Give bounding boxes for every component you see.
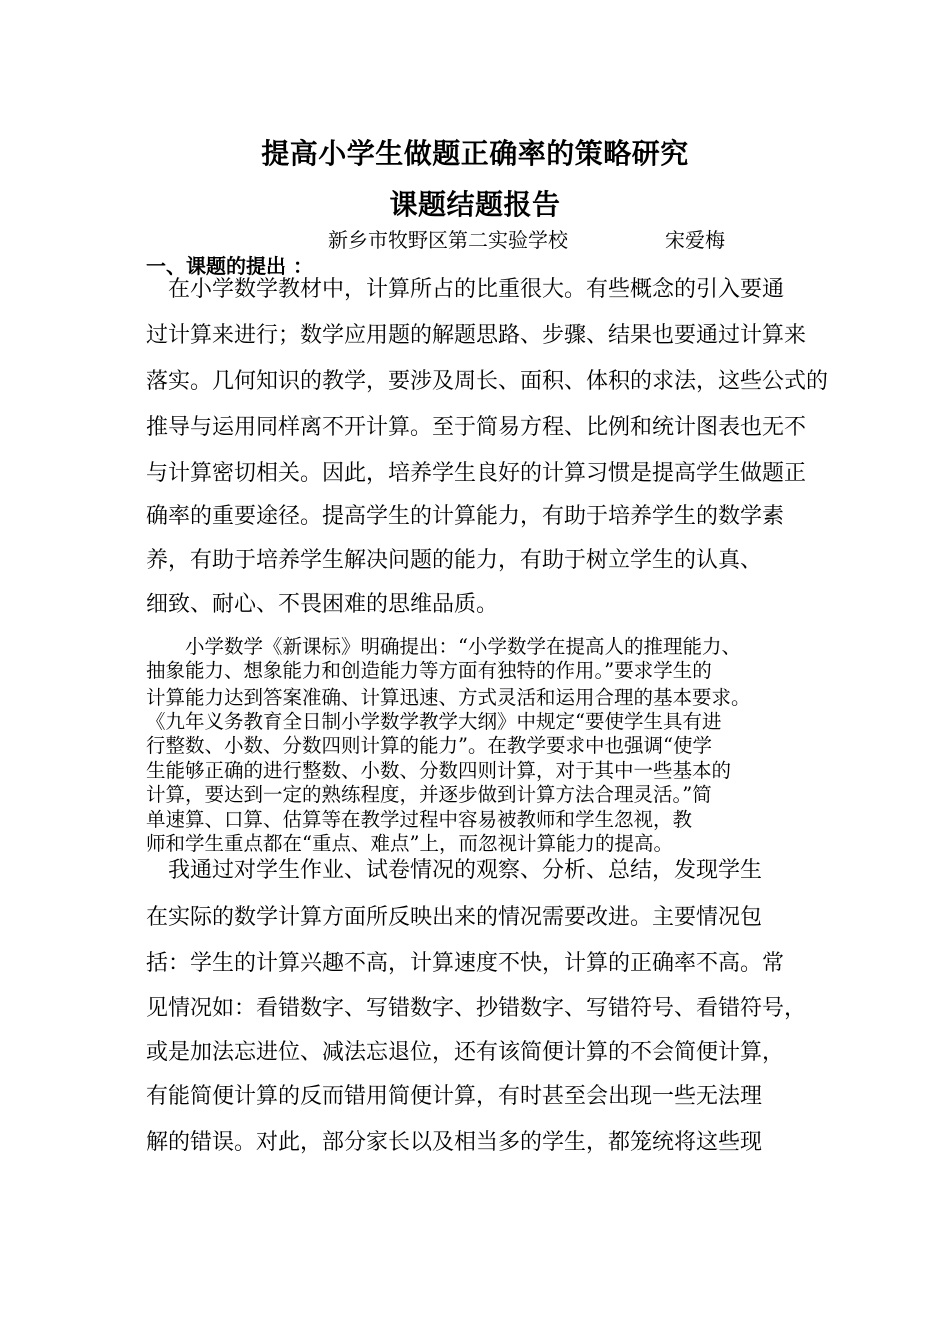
paragraph-line: 单速算、口算、估算等在教学过程中容易被教师和学生忽视，教 <box>146 808 693 831</box>
paragraph-line: 细致、耐心、不畏困难的思维品质。 <box>146 592 499 617</box>
paragraph-line: 《九年义务教育全日制小学数学教学大纲》中规定“要使学生具有进 <box>146 710 722 733</box>
paragraph-line: 括：学生的计算兴趣不高，计算速度不快，计算的正确率不高。常 <box>146 951 785 976</box>
paragraph-line: 养，有助于培养学生解决问题的能力，有助于树立学生的认真、 <box>146 548 763 573</box>
paragraph-line: 计算，要达到一定的熟练程度，并逐步做到计算方法合理灵活。”简 <box>146 783 712 806</box>
paragraph-line: 小学数学《新课标》明确提出：“小学数学在提高人的推理能力、 <box>146 635 741 658</box>
paragraph-line: 行整数、小数、分数四则计算的能力”。在教学要求中也强调“使学 <box>146 734 712 757</box>
paragraph-line: 解的错误。对此，部分家长以及相当多的学生，都笼统将这些现 <box>146 1130 763 1155</box>
paragraph-line: 我通过对学生作业、试卷情况的观察、分析、总结，发现学生 <box>146 858 763 883</box>
paragraph-line: 在实际的数学计算方面所反映出来的情况需要改进。主要情况包 <box>146 905 763 930</box>
paragraph-line: 在小学数学教材中，计算所占的比重很大。有些概念的引入要通 <box>146 277 785 302</box>
paragraph-line: 抽象能力、想象能力和创造能力等方面有独特的作用。”要求学生的 <box>146 659 712 682</box>
paragraph-line: 过计算来进行；数学应用题的解题思路、步骤、结果也要通过计算来 <box>146 323 807 348</box>
author-name: 宋爱梅 <box>665 228 725 252</box>
paragraph-line: 生能够正确的进行整数、小数、分数四则计算，对于其中一些基本的 <box>146 759 732 782</box>
paragraph-line: 推导与运用同样离不开计算。至于简易方程、比例和统计图表也无不 <box>146 415 807 440</box>
paragraph-line: 见情况如：看错数字、写错数字、抄错数字、写错符号、看错符号， <box>146 996 807 1021</box>
paragraph-line: 落实。几何知识的教学，要涉及周长、面积、体积的求法，这些公式的 <box>146 369 829 394</box>
paragraph-line: 或是加法忘进位、减法忘退位，还有该简便计算的不会简便计算， <box>146 1040 785 1065</box>
section-heading: 一、课题的提出 ： <box>146 254 313 278</box>
paragraph-line: 确率的重要途径。提高学生的计算能力，有助于培养学生的数学素 <box>146 504 785 529</box>
document-subtitle: 课题结题报告 <box>389 188 561 221</box>
paragraph-line: 与计算密切相关。因此，培养学生良好的计算习惯是提高学生做题正 <box>146 461 807 486</box>
document-title: 提高小学生做题正确率的策略研究 <box>261 137 689 170</box>
school-name: 新乡市牧野区第二实验学校 <box>328 228 568 252</box>
paragraph-line: 计算能力达到答案准确、计算迅速、方式灵活和运用合理的基本要求。 <box>146 686 751 709</box>
paragraph-line: 师和学生重点都在“重点、难点”上，而忽视计算能力的提高。 <box>146 832 673 855</box>
paragraph-line: 有能简便计算的反而错用简便计算，有时甚至会出现一些无法理 <box>146 1084 763 1109</box>
